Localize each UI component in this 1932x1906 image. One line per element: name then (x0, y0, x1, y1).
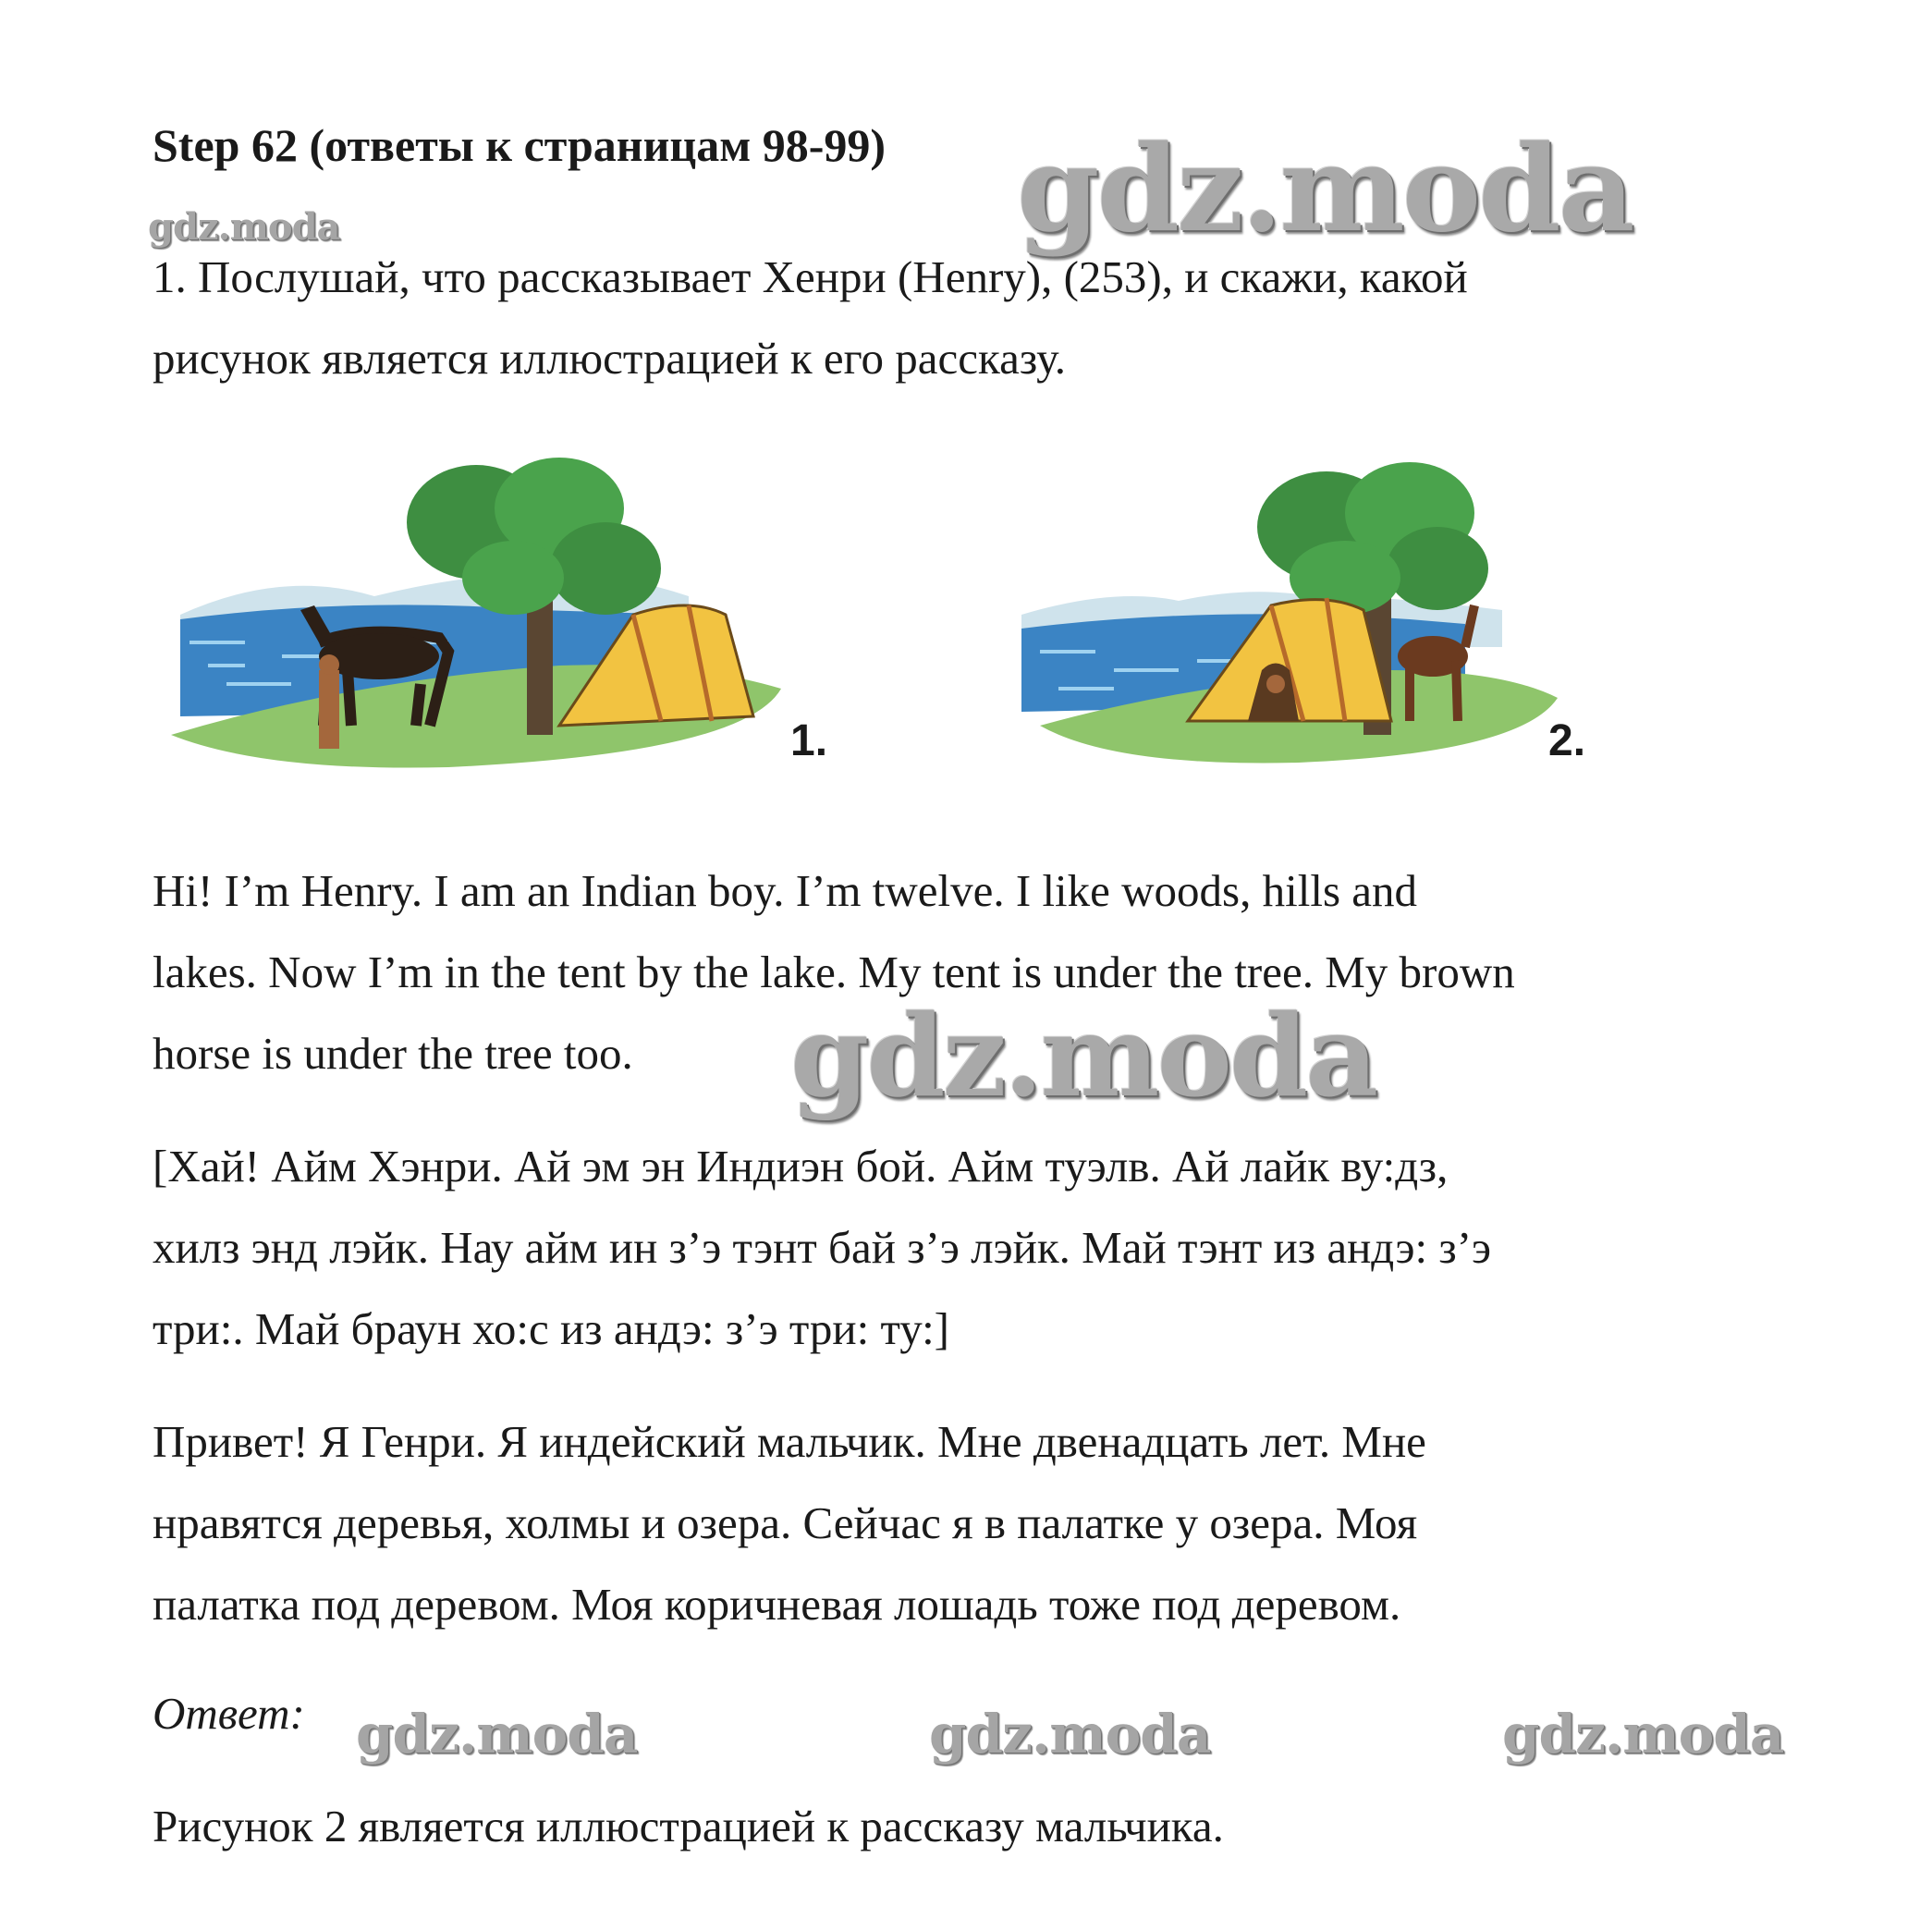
answer-label: Ответ: (153, 1688, 305, 1739)
picture-label: 2. (1548, 716, 1586, 765)
transcription-text (153, 1126, 1816, 1370)
transcription-line: три:. Май браун хо:с из андэ: з’э три: ту:] (153, 1303, 949, 1354)
page-title: Step 62 (ответы к страницам 98-99) (153, 119, 887, 171)
english-line: Hi! I’m Henry. I am an Indian boy. I’m twelve. I like woods, hills and (153, 865, 1418, 916)
boy (1266, 675, 1285, 693)
task-line: 1. Послушай, что рассказывает Хенри (Henry), (253), и скажи, какой (153, 251, 1468, 302)
transcription-line: [Хай! Айм Хэнри. Ай эм эн Индиэн бой. Айм туэлв. Ай лайк ву:дз, (153, 1141, 1449, 1191)
watermark-logo: gdz.moda (148, 205, 340, 249)
boy (319, 670, 339, 749)
task-text (153, 237, 1816, 399)
english-line: lakes. Now I’m in the tent by the lake. My tent is under the tree. My brown (153, 947, 1515, 997)
task-line: рисунок является иллюстрацией к его рассказу. (153, 333, 1066, 384)
watermark-logo: gdz.moda (790, 989, 1376, 1122)
watermark-logo: gdz.moda (1017, 120, 1632, 259)
watermark-logo: gdz.moda (1502, 1703, 1784, 1765)
picture-label: 1. (790, 716, 828, 765)
tree-crown (462, 541, 564, 615)
translation-text (153, 1401, 1816, 1645)
watermark-logo: gdz.moda (929, 1703, 1211, 1765)
answer-text: Рисунок 2 является иллюстрацией к рассказу мальчика. (153, 1801, 1224, 1851)
transcription-line: хилз энд лэйк. Нау айм ин з’э тэнт бай з’э лэйк. Май тэнт из андэ: з’э (153, 1222, 1492, 1273)
translation-line: нравятся деревья, холмы и озера. Сейчас я в палатке у озера. Моя (153, 1497, 1418, 1548)
illustration-picture-1 (171, 458, 846, 772)
english-line: horse is under the tree too. (153, 1028, 633, 1079)
illustration-picture-2 (1021, 458, 1613, 772)
watermark-logo: gdz.moda (356, 1703, 638, 1765)
translation-line: Привет! Я Генри. Я индейский мальчик. Мне двенадцать лет. Мне (153, 1416, 1426, 1467)
translation-line: палатка под деревом. Моя коричневая лошадь тоже под деревом. (153, 1579, 1401, 1630)
tree-trunk (527, 596, 553, 735)
